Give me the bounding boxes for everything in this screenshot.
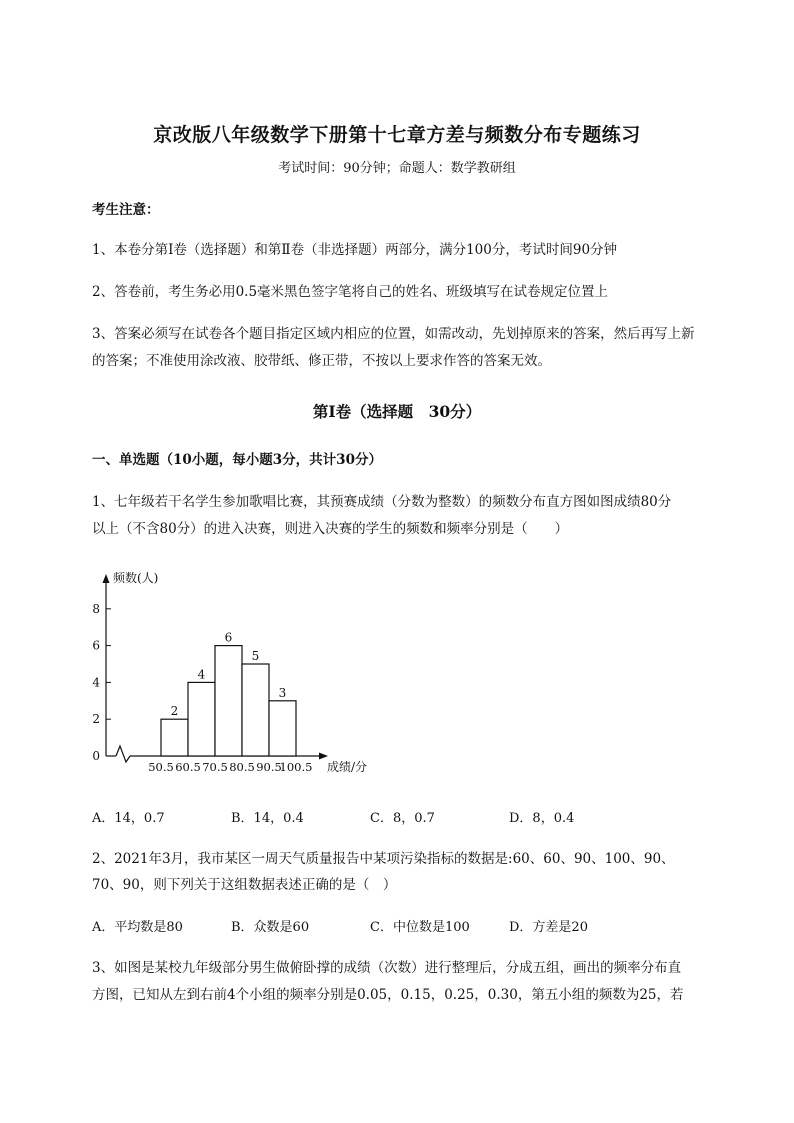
y-tick-label: 0 — [92, 749, 100, 763]
bar-data-label: 6 — [224, 630, 233, 645]
x-axis-arrow — [319, 753, 328, 760]
question-1-line-2: 以上（不含80分）的进入决赛，则进入决赛的学生的频数和频率分别是（ ） — [92, 521, 569, 537]
question-3-line-2: 方图，已知从左到右前4个小组的频率分别是0.05，0.15，0.25，0.30，第五小组的频数为25，若 — [92, 987, 684, 1003]
bar-data-label: 5 — [251, 649, 260, 663]
notice-item: 的答案；不准使用涂改液、胶带纸、修正带，不按以上要求作答的答案无效。 — [92, 353, 551, 369]
q2-option-c[interactable]: C．中位数是100 — [370, 920, 470, 935]
question-2-line-1: 2、2021年3月，我市某区一周天气质量报告中某项污染指标的数据是:60、60、90、100、90、 — [92, 851, 675, 867]
part-heading: 一、单选题（10小题，每小题3分，共计30分） — [92, 452, 382, 468]
q1-option-b[interactable]: B．14，0.4 — [231, 811, 304, 826]
notice-heading: 考生注意： — [92, 202, 160, 218]
y-tick-label: 8 — [92, 601, 100, 616]
histogram-bar — [269, 701, 296, 756]
notice-item: 1、本卷分第Ⅰ卷（选择题）和第Ⅱ卷（非选择题）两部分，满分100分，考试时间90分钟 — [92, 242, 618, 258]
x-tick-label: 50.5 — [148, 760, 174, 774]
q2-option-d[interactable]: D．方差是20 — [509, 920, 588, 935]
q1-option-a[interactable]: A．14，0.7 — [92, 811, 165, 826]
x-tick-label: 90.5 — [256, 760, 282, 774]
y-axis-arrow — [103, 574, 110, 583]
q2-option-b[interactable]: B．众数是60 — [231, 920, 310, 935]
q1-option-c[interactable]: C．8，0.7 — [370, 811, 435, 826]
bar-data-label: 2 — [170, 704, 179, 719]
histogram-bar — [188, 682, 215, 756]
x-tick-label: 100.5 — [279, 760, 313, 774]
section-title: 第Ⅰ卷（选择题 30分） — [312, 402, 482, 421]
frequency-histogram — [86, 568, 386, 778]
histogram-bar — [242, 664, 269, 756]
x-tick-label: 80.5 — [229, 760, 255, 774]
x-tick-label: 60.5 — [175, 760, 201, 774]
y-tick-label: 6 — [92, 638, 100, 653]
page-title: 京改版八年级数学下册第十七章方差与频数分布专题练习 — [153, 124, 641, 146]
q2-option-a[interactable]: A．平均数是80 — [92, 920, 183, 935]
question-2-line-2: 70、90，则下列关于这组数据表述正确的是（ ） — [92, 877, 397, 893]
notice-item: 2、答卷前，考生务必用0.5毫米黑色签字笔将自己的姓名、班级填写在试卷规定位置上 — [92, 284, 609, 300]
bar-data-label: 3 — [278, 685, 287, 700]
histogram-bar — [161, 719, 188, 756]
y-tick-label: 2 — [92, 712, 100, 727]
question-3-line-1: 3、如图是某校九年级部分男生做俯卧撑的成绩（次数）进行整理后，分成五组，画出的频率分布直 — [92, 960, 682, 976]
x-axis-label: 成绩/分 — [327, 760, 368, 774]
notice-item: 3、答案必须写在试卷各个题目指定区域内相应的位置，如需改动，先划掉原来的答案，然后再写上新 — [92, 326, 695, 342]
q1-option-d[interactable]: D．8，0.4 — [509, 811, 575, 826]
page-subtitle: 考试时间：90分钟；命题人：数学教研组 — [278, 161, 516, 176]
question-1-line-1: 1、七年级若干名学生参加歌唱比赛，其预赛成绩（分数为整数）的频数分布直方图如图成绩80分 — [92, 494, 672, 510]
histogram-bar — [215, 646, 242, 756]
y-tick-label: 4 — [92, 675, 100, 690]
bar-data-label: 4 — [197, 667, 206, 682]
y-axis-label: 频数(人) — [113, 571, 159, 585]
axis-break — [116, 746, 130, 762]
x-tick-label: 70.5 — [202, 760, 228, 774]
